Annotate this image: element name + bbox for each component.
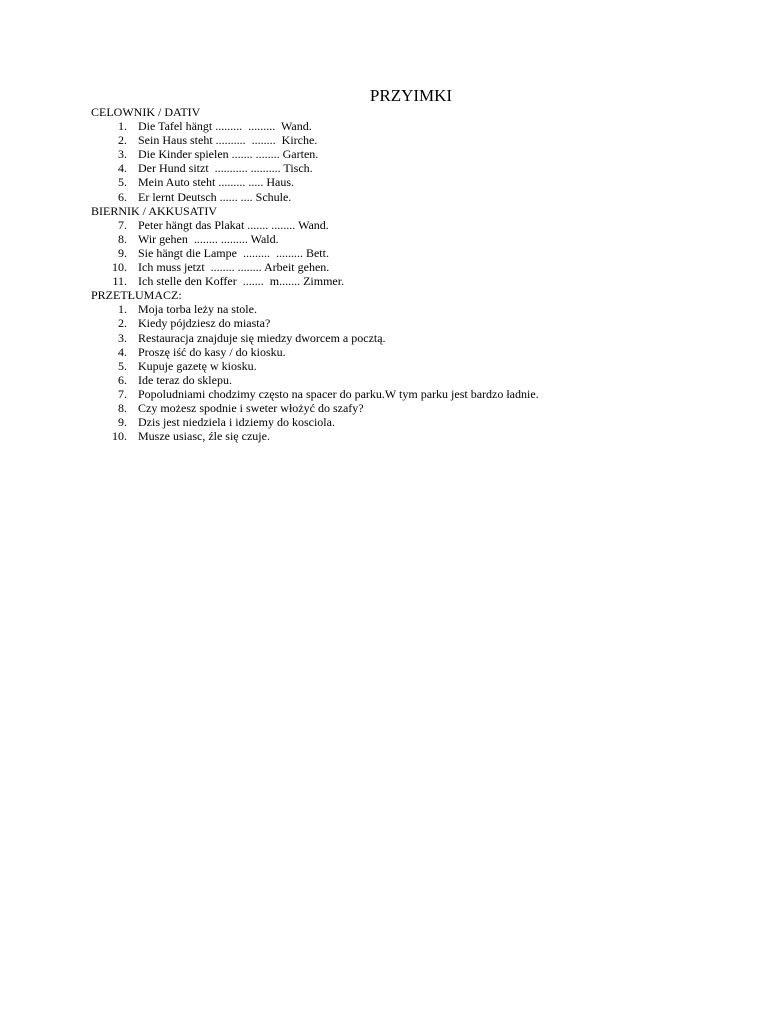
list-item [91,274,539,288]
item-text: Musze usiasc, źle się czuje. [138,429,270,444]
item-number: 2. [118,316,127,331]
list-item [91,119,539,133]
item-number: 7. [118,386,127,401]
item-text: Der Hund sitzt ........... .......... Tisch. [138,161,313,176]
item-number: 10. [112,429,127,444]
list-item [91,359,539,373]
item-number: 11. [112,274,127,289]
list-item [91,401,539,415]
item-text: Kiedy pójdziesz do miasta? [138,316,271,331]
item-number: 10. [112,260,127,275]
list-item [91,232,539,246]
exercise-list [91,218,539,288]
item-number: 5. [118,175,127,190]
item-number: 1. [118,302,127,317]
section-heading: BIERNIK / AKKUSATIV [91,203,217,218]
list-item [91,373,539,387]
item-text: Die Kinder spielen ....... ........ Garten. [138,147,319,162]
item-number: 3. [118,147,127,162]
list-item [91,331,539,345]
item-text: Dzis jest niedziela i idziemy do kosciola. [138,415,335,430]
list-item [91,316,539,330]
item-text: Czy możesz spodnie i sweter włożyć do szafy? [138,400,364,415]
item-text: Proszę iść do kasy / do kiosku. [138,344,286,359]
item-text: Kupuje gazetę w kiosku. [138,358,257,373]
list-item [91,161,539,175]
item-number: 2. [118,133,127,148]
item-text: Er lernt Deutsch ...... .... Schule. [138,189,292,204]
item-text: Moja torba leży na stole. [138,302,257,317]
exercise-list [91,119,539,204]
item-text: Peter hängt das Plakat ....... ........ Wand. [138,217,329,232]
section-heading: CELOWNIK / DATIV [91,105,201,119]
item-number: 4. [118,161,127,176]
item-text: Sie hängt die Lampe ......... ......... Bett. [138,245,329,260]
list-item [91,387,539,401]
item-text: Ich muss jetzt ........ ........ Arbeit gehen. [138,260,330,275]
item-number: 1. [118,119,127,134]
list-item [91,190,539,204]
section-translate [91,288,539,443]
list-item [91,260,539,274]
item-number: 6. [118,372,127,387]
item-number: 9. [118,415,127,430]
item-text: Ide teraz do sklepu. [138,372,232,387]
item-text: Mein Auto steht ......... ..... Haus. [138,175,294,190]
item-number: 5. [118,358,127,373]
list-item [91,345,539,359]
item-number: 9. [118,245,127,260]
item-text: Ich stelle den Koffer ....... m....... Zimmer. [138,274,345,289]
section-dativ [91,105,539,204]
item-number: 8. [118,231,127,246]
item-number: 3. [118,330,127,345]
item-number: 8. [118,400,127,415]
section-heading: PRZETŁUMACZ: [91,288,182,303]
page-title: PRZYIMKI [369,86,453,105]
section-akkusativ [91,204,539,289]
item-text: Popoludniami chodzimy często na spacer do parku.W tym parku jest bardzo ładnie. [138,386,539,401]
list-item [91,415,539,429]
document-body [91,105,539,443]
list-item [91,246,539,260]
item-text: Restauracja znajduje się miedzy dworcem a pocztą. [138,330,386,345]
translation-list [91,302,539,443]
item-number: 6. [118,189,127,204]
list-item [91,302,539,316]
list-item [91,429,539,443]
list-item [91,147,539,161]
list-item [91,175,539,189]
list-item [91,218,539,232]
item-text: Die Tafel hängt ......... ......... Wand. [138,119,312,134]
item-number: 4. [118,344,127,359]
list-item [91,133,539,147]
item-text: Sein Haus steht .......... ........ Kirche. [138,133,318,148]
item-number: 7. [118,217,127,232]
item-text: Wir gehen ........ ......... Wald. [138,231,279,246]
